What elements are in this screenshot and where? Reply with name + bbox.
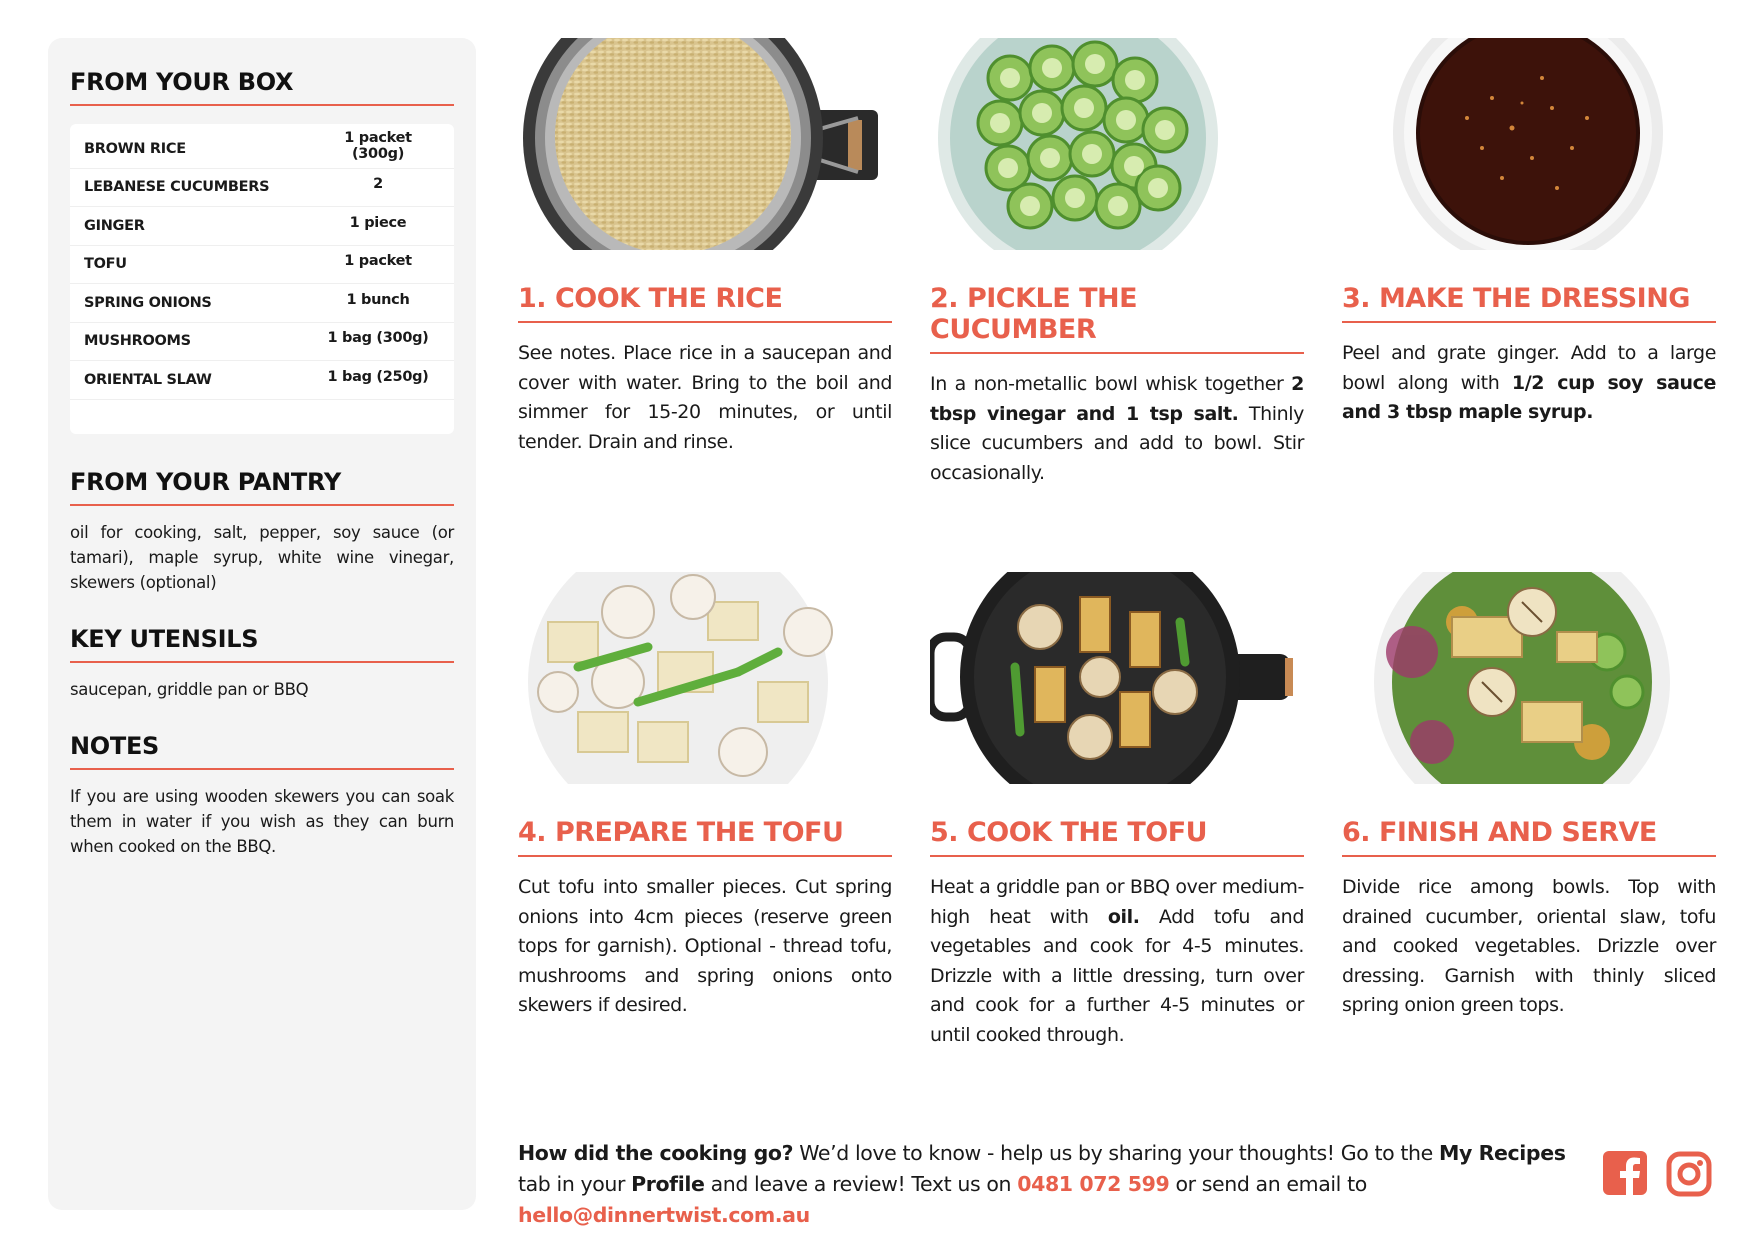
step-text-run: Heat a griddle pan or BBQ over medium-high heat with (930, 876, 1304, 928)
instagram-icon[interactable] (1666, 1151, 1712, 1197)
footer-email-link[interactable]: hello@dinnertwist.com.au (518, 1203, 810, 1227)
ingredient-qty: 1 packet (300g) (344, 129, 412, 162)
footer-text-2: tab in your (518, 1172, 632, 1196)
step-1-title: 1. COOK THE RICE (518, 283, 892, 323)
ingredient-name: SPRING ONIONS (84, 294, 212, 311)
ingredient-qty: 2 (373, 176, 383, 193)
step-text-run: Cut tofu into smaller pieces. Cut spring onions into 4cm pieces (reserve green tops for garnish). Optional - thread tofu, mushrooms and spring onions onto skewers if desired. (518, 876, 892, 1016)
step-4-title: 4. PREPARE THE TOFU (518, 817, 892, 857)
table-row (70, 323, 454, 362)
from-your-pantry-heading: FROM YOUR PANTRY (70, 468, 454, 506)
footer-question: How did the cooking go? (518, 1141, 794, 1165)
table-row (70, 284, 454, 323)
utensils-text: saucepan, griddle pan or BBQ (70, 679, 309, 699)
step-text-run: Divide rice among bowls. Top with drained cucumber, oriental slaw, tofu and cooked vegetables. Drizzle over dressing. Garnish with thinly sliced spring onion green tops. (1342, 876, 1716, 1016)
step-3-text (1342, 339, 1716, 428)
sidebar (48, 38, 476, 1210)
step-4 (518, 572, 892, 1021)
step-5-title: 5. COOK THE TOFU (930, 817, 1304, 857)
ingredient-qty: 1 bunch (346, 291, 410, 308)
ingredient-name: BROWN RICE (84, 140, 186, 157)
step-6-text (1342, 873, 1716, 1021)
step-2-title: 2. PICKLE THE CUCUMBER (930, 283, 1304, 354)
step-text-bold: oil. (1107, 905, 1140, 928)
table-row (70, 246, 454, 285)
step-2-image (930, 38, 1304, 250)
step-2 (930, 38, 1304, 488)
step-text-bold: 1/2 cup soy sauce and 3 tbsp maple syrup. (1342, 371, 1716, 423)
notes-section (70, 732, 454, 859)
footer-profile: Profile (631, 1172, 705, 1196)
table-row (70, 207, 454, 246)
ingredient-qty: 1 bag (300g) (327, 330, 429, 347)
step-5-text (930, 873, 1304, 1050)
step-text-run: Thinly slice cucumbers and add to bowl. Stir occasionally. (930, 402, 1304, 484)
step-3-title: 3. MAKE THE DRESSING (1342, 283, 1716, 323)
table-row (70, 169, 454, 208)
footer-text-3: and leave a review! Text us on (704, 1172, 1018, 1196)
step-1 (518, 38, 892, 457)
from-your-box-heading: FROM YOUR BOX (70, 68, 454, 106)
key-utensils-heading: KEY UTENSILS (70, 625, 454, 663)
step-text-bold: 2 tbsp vinegar and 1 tsp salt. (930, 373, 1304, 425)
step-4-image (518, 572, 892, 784)
box-ingredients-table (70, 124, 454, 434)
footer-text-1: We’d love to know - help us by sharing your thoughts! Go to the (793, 1141, 1439, 1165)
table-row (70, 361, 454, 400)
pantry-text: oil for cooking, salt, pepper, soy sauce (or tamari), maple syrup, white wine vinegar, skewers (optional) (70, 522, 454, 592)
step-5-image (930, 572, 1304, 784)
facebook-icon[interactable] (1603, 1151, 1647, 1195)
ingredient-name: MUSHROOMS (84, 333, 191, 350)
step-5 (930, 572, 1304, 1050)
ingredient-name: GINGER (84, 217, 145, 234)
footer-text-4: or send an email to (1169, 1172, 1367, 1196)
feedback-footer (518, 1138, 1578, 1231)
utensils-section (70, 625, 454, 702)
table-row (70, 130, 454, 169)
step-6 (1342, 572, 1716, 1021)
step-text-run: See notes. Place rice in a saucepan and cover with water. Bring to the boil and simmer for 15-20 minutes, or until tender. Drain and rinse. (518, 342, 892, 453)
ingredient-qty: 1 bag (250g) (327, 368, 429, 385)
step-3 (1342, 38, 1716, 428)
step-text-run: Peel and grate ginger. Add to a large bowl along with (1342, 342, 1716, 394)
step-6-image (1342, 572, 1716, 784)
notes-heading: NOTES (70, 732, 454, 770)
step-6-title: 6. FINISH AND SERVE (1342, 817, 1716, 857)
ingredient-name: TOFU (84, 256, 127, 273)
ingredient-name: LEBANESE CUCUMBERS (84, 179, 270, 196)
ingredient-qty: 1 piece (349, 214, 407, 231)
step-1-image (518, 38, 892, 250)
pantry-section (70, 468, 454, 595)
ingredient-qty: 1 packet (344, 253, 412, 270)
step-text-run: In a non-metallic bowl whisk together (930, 373, 1292, 395)
notes-text: If you are using wooden skewers you can soak them in water if you wish as they can burn when cooked on the BBQ. (70, 786, 454, 856)
step-3-image (1342, 38, 1716, 250)
step-4-text (518, 873, 892, 1021)
footer-phone-link[interactable]: 0481 072 599 (1017, 1172, 1170, 1196)
step-1-text (518, 339, 892, 457)
step-text-run: Add tofu and vegetables and cook for 4-5 minutes. Drizzle with a little dressing, turn over and cook for a further 4-5 minutes or until cooked through. (930, 905, 1304, 1046)
ingredient-name: ORIENTAL SLAW (84, 371, 212, 388)
step-2-text (930, 370, 1304, 488)
footer-my-recipes: My Recipes (1438, 1141, 1566, 1165)
